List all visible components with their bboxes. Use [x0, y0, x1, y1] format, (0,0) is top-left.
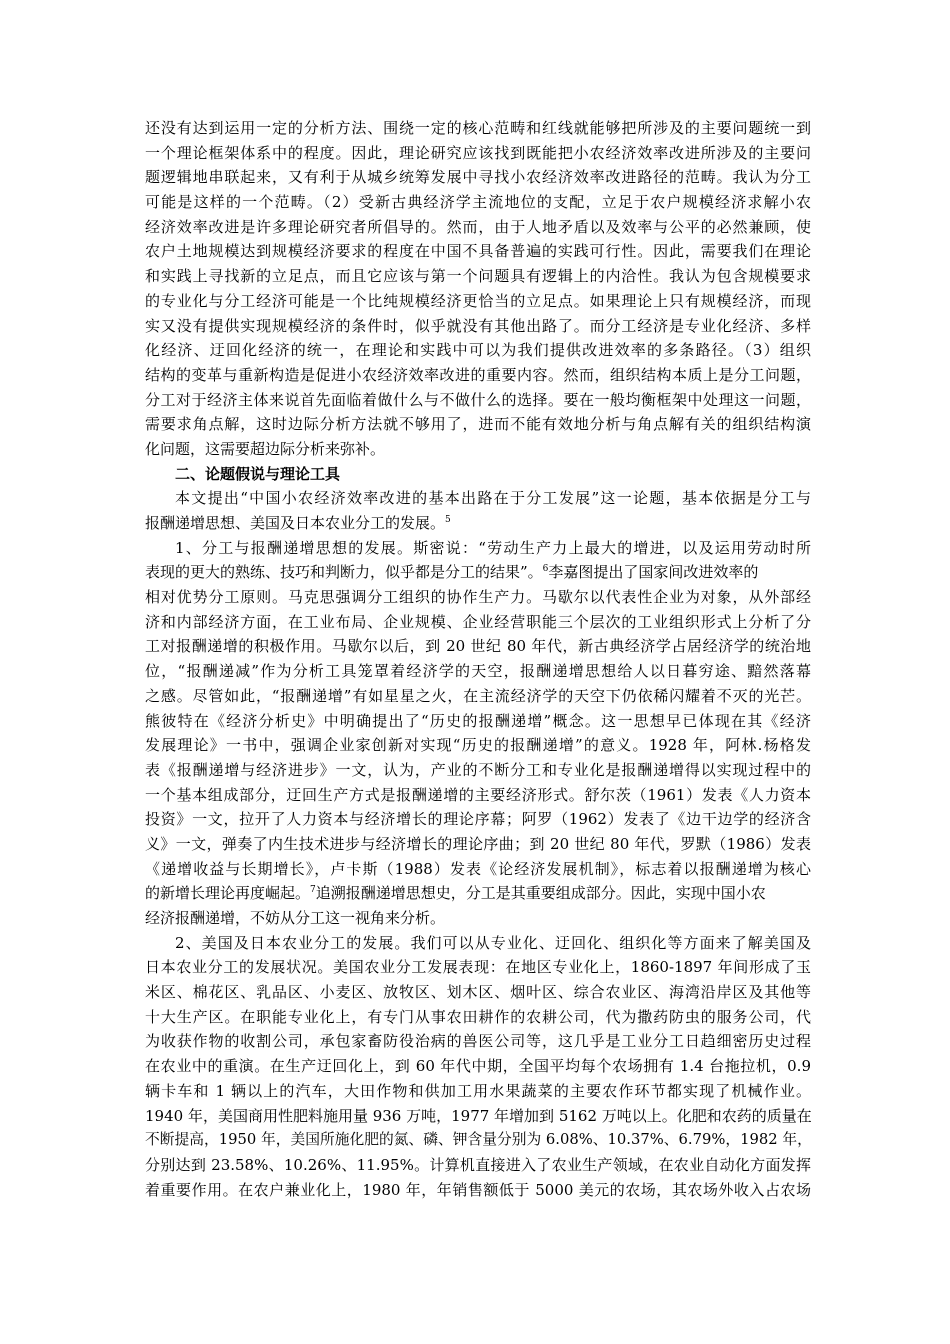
paragraph-line: 农户土地规模达到规模经济要求的程度在中国不具备普遍的实践可行性。因此，需要我们在理论	[145, 242, 811, 261]
line-text: 李嘉图提出了国家间改进效率的	[548, 563, 759, 582]
paragraph-line	[145, 881, 811, 906]
paragraph-line: 义》一文，弹奏了内生技术进步与经济增长的理论序曲；到 20 世纪 80 年代，罗默（1986）发表	[145, 834, 811, 853]
paragraph-line: 2、美国及日本农业分工的发展。我们可以从专业化、迂回化、组织化等方面来了解美国及	[175, 933, 811, 952]
paragraph-line: 位，“报酬递减”作为分析工具笼罩着经济学的天空，报酬递增思想给人以日暮穷途、黯然落幕	[145, 662, 811, 681]
paragraph-line: 在农业中的重演。在生产迂回化上，到 60 年代中期，全国平均每个农场拥有 1.4 台拖拉机，0.9	[145, 1057, 811, 1076]
paragraph-line: 可能是这样的一个范畴。（2）受新古典经济学主流地位的支配，立足于农户规模经济求解小农	[145, 193, 811, 212]
line-text: 报酬递增思想、美国及日本农业分工的发展。	[145, 514, 446, 532]
paragraph-line: 1940 年，美国商用性肥料施用量 936 万吨，1977 年增加到 5162 万吨以上。化肥和农药的质量在	[145, 1106, 812, 1125]
paragraph-line: 经济效率改进是许多理论研究者所倡导的。然而，由于人地矛盾以及效率与公平的必然兼顾，使	[145, 217, 811, 236]
paragraph-line: 化经济、迂回化经济的统一，在理论和实践中可以为我们提供改进效率的多条路径。（3）组织	[145, 341, 811, 360]
paragraph-line: 需要求角点解，这时边际分析方法就不够用了，进而不能有效地分析与角点解有关的组织结构演	[145, 415, 811, 434]
paragraph-line	[145, 511, 811, 536]
paragraph-line: 不断提高，1950 年，美国所施化肥的氮、磷、钾含量分别为 6.08%、10.37%、6.79%，1982 年，	[145, 1131, 812, 1149]
paragraph-line: 发展理论》一书中，强调企业家创新对实现“历史的报酬递增”的意义。1928 年，阿林.杨格发	[145, 736, 811, 755]
paragraph-line: 表《报酬递增与经济进步》一文，认为，产业的不断分工和专业化是报酬递增得以实现过程中的	[145, 760, 811, 779]
paragraph-line	[145, 560, 811, 585]
paragraph-line: 相对优势分工原则。马克思强调分工组织的协作生产力。马歇尔以代表性企业为对象，从外部经	[145, 588, 811, 607]
paragraph-line: 题逻辑地串联起来，又有利于从城乡统筹发展中寻找小农经济效率改进路径的范畴。我认为分工	[145, 168, 811, 187]
paragraph-line: 米区、棉花区、乳品区、小麦区、放牧区、划木区、烟叶区、综合农业区、海湾沿岸区及其他等	[145, 983, 811, 1002]
paragraph-line: 工对报酬递增的积极作用。马歇尔以后，到 20 世纪 80 年代，新古典经济学占居经济学的统治地	[145, 637, 811, 656]
paragraph-line: 化问题，这需要超边际分析来弥补。	[145, 439, 386, 458]
paragraph-line: 一个基本组成部分，迂回生产方式是报酬递增的主要经济形式。舒尔茨（1961）发表《人力资本	[145, 785, 811, 804]
paragraph-line: 熊彼特在《经济分析史》中明确提出了“历史的报酬递增”概念。这一思想早已体现在其《经济	[145, 711, 811, 730]
footnote-mark: 5	[445, 515, 451, 525]
paragraph-line: 辆卡车和 1 辆以上的汽车，大田作物和供加工用水果蔬菜的主要农作环节都实现了机械作业。	[145, 1081, 811, 1100]
paragraph-line: 结构的变革与重新构造是促进小农经济效率改进的重要内容。然而，组织结构本质上是分工问题，	[145, 365, 811, 384]
paragraph-line: 济和内部经济方面，在工业布局、企业规模、企业经营职能三个层次的工业组织形式上分析了分	[145, 612, 811, 631]
section-heading: 二、论题假说与理论工具	[175, 464, 341, 483]
paragraph-line: 为收获作物的收割公司，承包家畜防役治病的兽医公司等，这几乎是工业分工日趋细密历史过程	[145, 1032, 811, 1051]
paragraph-line: 的专业化与分工经济可能是一个比纯规模经济更恰当的立足点。如果理论上只有规模经济，而现	[145, 291, 811, 310]
paragraph-line: 着重要作用。在农户兼业化上，1980 年，年销售额低于 5000 美元的农场，其农场外收入占农场	[145, 1180, 811, 1199]
line-text: 表现的更大的熟练、技巧和判断力，似乎都是分工的结果”。	[145, 563, 543, 582]
footnote-mark: 6	[542, 564, 549, 575]
line-text: 的新增长理论再度崛起。	[145, 884, 311, 903]
paragraph-line: 和实践上寻找新的立足点，而且它应该与第一个问题具有逻辑上的内洽性。我认为包含规模要求	[145, 267, 811, 286]
paragraph-line: 十大生产区。在职能专业化上，有专门从事农田耕作的农耕公司，代为撒药防虫的服务公司，代	[145, 1007, 811, 1026]
paragraph-line: 还没有达到运用一定的分析方法、围绕一定的核心范畴和红线就能够把所涉及的主要问题统一到	[145, 119, 811, 137]
paragraph-line: 投资》一文，拉开了人力资本与经济增长的理论序幕；阿罗（1962）发表了《边干边学的经济含	[145, 810, 811, 829]
paragraph-line: 一个理论框架体系中的程度。因此，理论研究应该找到既能把小农经济效率改进所涉及的主要问	[145, 143, 811, 162]
line-text: 追溯报酬递增思想史，分工是其重要组成部分。因此，实现中国小农	[315, 884, 766, 903]
paragraph-line: 《递增收益与长期增长》，卢卡斯（1988）发表《论经济发展机制》，标志着以报酬递增为核心	[145, 859, 811, 878]
paragraph-line: 分工对于经济主体来说首先面临着做什么与不做什么的选择。要在一般均衡框架中处理这一问题，	[145, 390, 811, 409]
paragraph-line: 分别达到 23.58%、10.26%、11.95%。计算机直接进入了农业生产领域，在农业自动化方面发挥	[145, 1155, 811, 1174]
footnote-mark: 7	[310, 885, 316, 896]
paragraph-line: 1、分工与报酬递增思想的发展。斯密说：“劳动生产力上最大的增进，以及运用劳动时所	[175, 538, 811, 557]
paragraph-line: 日本农业分工的发展状况。美国农业分工发展表现：在地区专业化上，1860-1897 年间形成了玉	[145, 958, 811, 977]
paragraph-line: 之感。尽管如此，“报酬递增”有如星星之火，在主流经济学的天空下仍依稀闪耀着不灭的光芒。	[145, 686, 811, 705]
paragraph-line: 经济报酬递增，不妨从分工这一视角来分析。	[145, 909, 446, 927]
paragraph-line: 本文提出“中国小农经济效率改进的基本出路在于分工发展”这一论题，基本依据是分工与	[175, 489, 811, 508]
paragraph-line: 实又没有提供实现规模经济的条件时，似乎就没有其他出路了。而分工经济是专业化经济、多样	[145, 316, 811, 335]
body-text	[145, 116, 811, 1202]
